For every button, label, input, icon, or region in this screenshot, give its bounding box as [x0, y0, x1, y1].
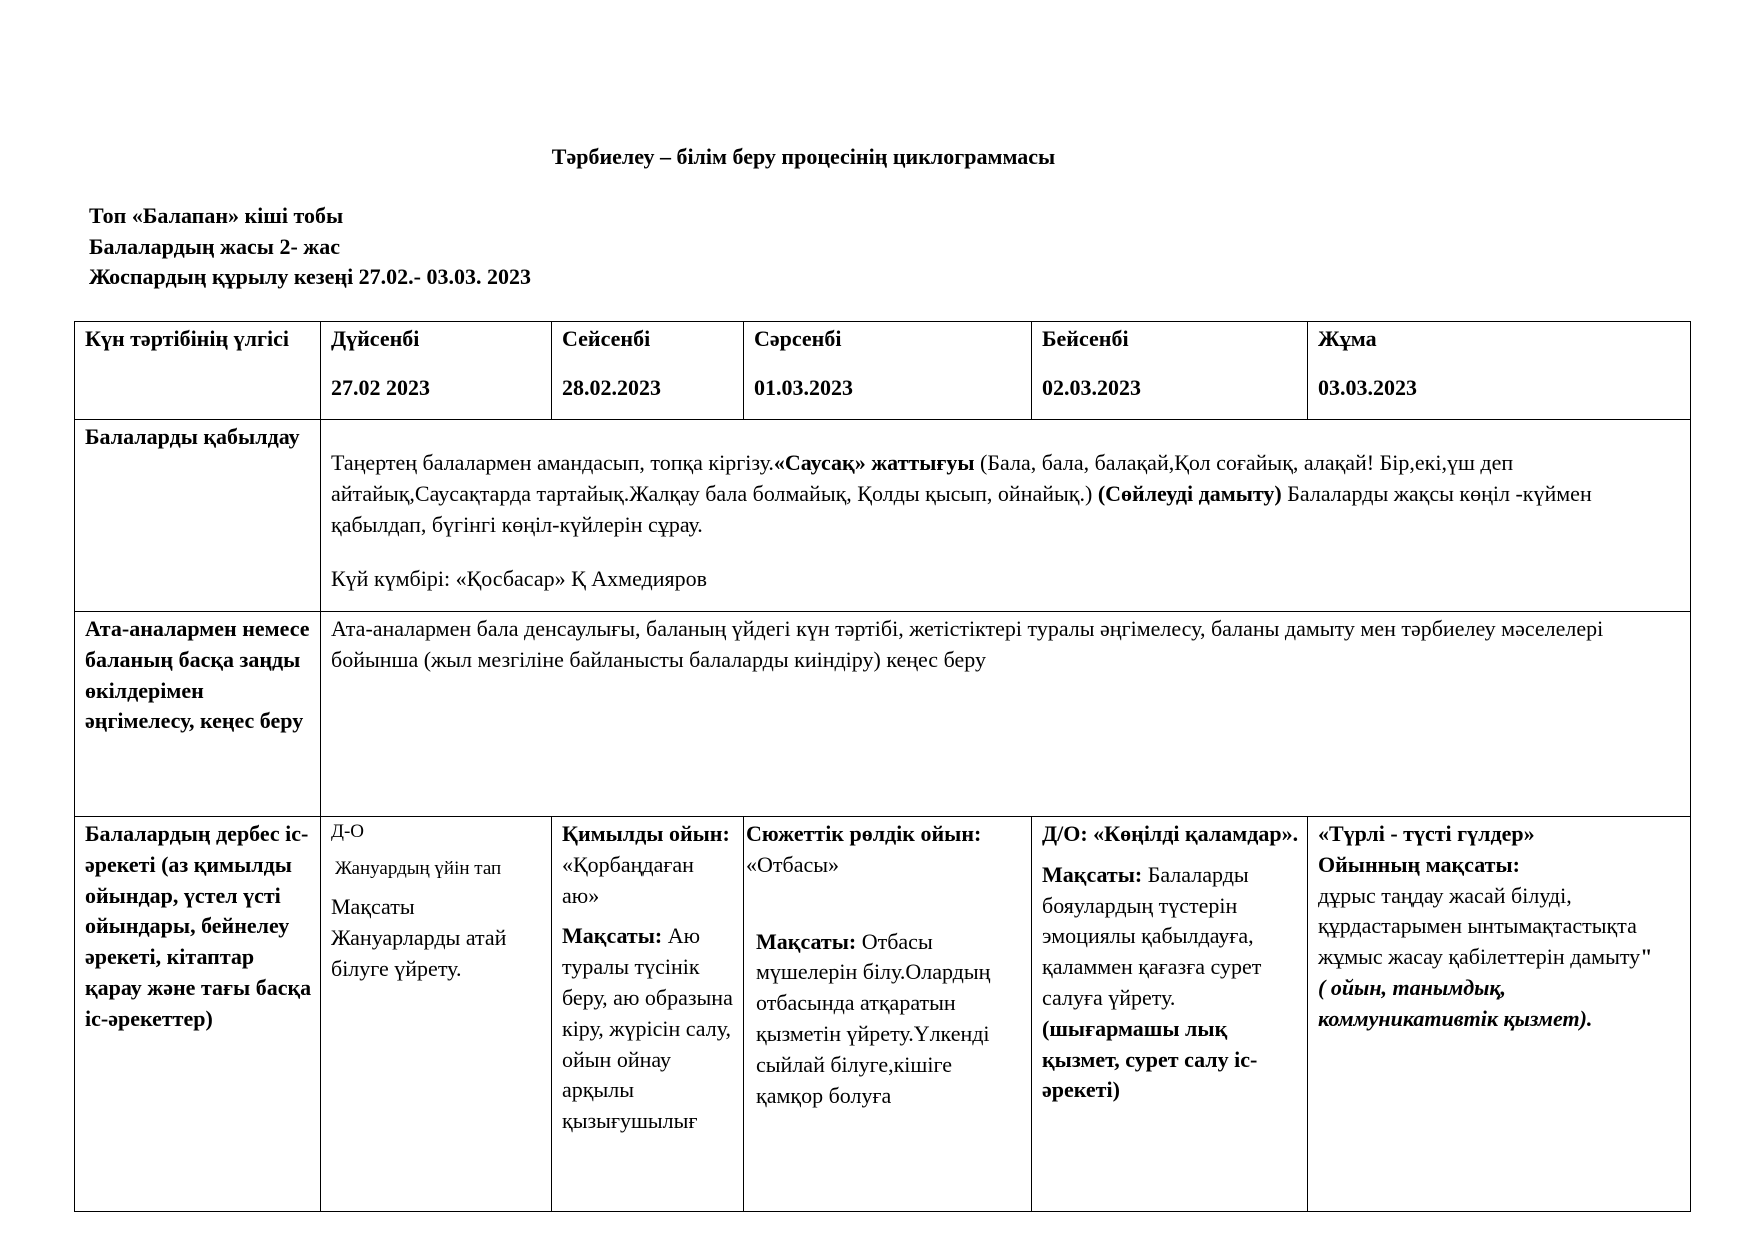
game-name: «Қорбаңдаған аю» [562, 851, 694, 908]
finger-exercise-title: «Саусақ» жаттығуы [773, 450, 975, 475]
age-line: Балалардың жасы 2- жас [89, 234, 340, 259]
game-type: Қимылды ойын: [562, 821, 730, 846]
game-goal [1042, 860, 1299, 1014]
game-goal [562, 921, 735, 1137]
activity-row [75, 817, 1691, 1212]
activity-wednesday [744, 817, 1032, 1212]
goal-text: Отбасы мүшелерін білу.Олардың отбасында атқаратын қызметін үйрету.Үлкенді сыйлай білуге,кішіге қамқор болуға [756, 928, 991, 1108]
day-date: 01.03.2023 [754, 374, 853, 400]
goal-label: Мақсаты: [562, 923, 663, 949]
day-date: 28.02.2023 [562, 374, 661, 400]
activity-note: (шығармашы лық қызмет, сурет салу іс-әрекеті) [1042, 1015, 1258, 1103]
game-goal: Мақсаты Жануарларды атай білуге үйрету. [331, 894, 507, 981]
game-type: Сюжеттік рөлдік ойын: [746, 821, 982, 846]
reception-content [321, 420, 1691, 612]
activity-friday [1308, 817, 1691, 1212]
goal-label: Мақсаты: [756, 928, 857, 954]
reception-text [331, 448, 1682, 540]
header-routine: Күн тәртібінің үлгісі [75, 322, 321, 420]
day-name: Сәрсенбі [754, 326, 842, 351]
game-name: «Түрлі - түсті гүлдер» [1318, 821, 1535, 846]
reception-text-2: (Бала, бала, балақай,Қол соғайық, алақай! Бір,екі,үш деп айтайық,Саусақтарда тартайық.Жалқау бала болмайық, Қолды қысып, ойнайық.) [331, 450, 1514, 506]
game-type: Д-О [331, 821, 365, 842]
goal-label: Мақсаты: [1042, 861, 1143, 887]
header-thursday [1032, 322, 1308, 420]
day-date: 02.03.2023 [1042, 374, 1141, 400]
reception-text-3: Балаларды жақсы көңіл -күймен қабылдап, бүгінгі көңіл-күйлерін сұрау. [331, 480, 1592, 537]
activity-note: ( ойын, танымдық, коммуникативтік қызмет). [1318, 974, 1593, 1031]
header-monday [321, 322, 552, 420]
parents-content: Ата-аналармен бала денсаулығы, баланың үйдегі күн тәртібі, жетістіктері туралы әңгімелесу, баланы дамыту мен тәрбиелеу мәселелері бойынша (жыл мезгіліне байланысты балаларды киіндіру) кеңес беру [321, 612, 1691, 817]
day-name: Жұма [1318, 326, 1377, 351]
reception-music: Күй күмбірі: «Қосбасар» Қ Ахмедияров [331, 566, 708, 592]
goal-quote: " [1640, 944, 1653, 970]
goal-text: дұрыс таңдау жасай білуді, құрдастарымен ынтымақтастықта жұмыс жасау қабілеттерін дамыту [1318, 882, 1641, 970]
header-friday [1308, 322, 1691, 420]
period-line: Жоспардың құрылу кезеңі 27.02.- 03.03. 2023 [89, 264, 532, 289]
day-name: Сейсенбі [562, 326, 651, 351]
page-title: Тәрбиелеу – білім беру процесінің циклограммасы [551, 144, 1056, 169]
activity-tuesday [552, 817, 744, 1212]
activity-monday [321, 817, 552, 1212]
reception-row [75, 420, 1691, 612]
header-row [75, 322, 1691, 420]
game-name: «Отбасы» [746, 851, 840, 877]
day-name: Бейсенбі [1042, 326, 1129, 351]
activity-thursday [1032, 817, 1308, 1212]
game-goal [746, 927, 1023, 1112]
parents-row [75, 612, 1691, 817]
game-type: Д/О: «Көңілді қаламдар». [1042, 821, 1299, 846]
speech-dev-tag: (Сөйлеуді дамыту) [1097, 480, 1282, 506]
group-line: Топ «Балапан» кіші тобы [89, 203, 344, 228]
schedule-table [74, 321, 1691, 1212]
header-wednesday [744, 322, 1032, 420]
goal-label: Ойынның мақсаты: [1318, 851, 1520, 877]
activity-label: Балалардың дербес іс-әрекеті (аз қимылды ойындар, үстел үсті ойындары, бейнелеу әрекеті, кітаптар қарау және тағы басқа іс-әрекеттер) [75, 817, 321, 1212]
header-tuesday [552, 322, 744, 420]
goal-text: Аю туралы түсінік беру, аю образына кіру, жүрісін салу, ойын ойнау арқылы қызығушылығ [562, 923, 733, 1134]
day-name: Дүйсенбі [331, 326, 420, 351]
day-date: 03.03.2023 [1318, 374, 1417, 400]
day-date: 27.02 2023 [331, 374, 430, 400]
reception-label: Балаларды қабылдау [75, 420, 321, 612]
goal-text: Балаларды бояулардың түстерін эмоциялы қабылдауға, қаламмен қағазға сурет салуға үйрету. [1042, 861, 1262, 1010]
reception-text-1: Таңертең балалармен амандасып, топқа кіргізу. [331, 450, 774, 475]
parents-label: Ата-аналармен немесе баланың басқа заңды өкілдерімен әңгімелесу, кеңес беру [75, 612, 321, 817]
game-goal [1318, 881, 1682, 973]
game-name: Жануардың үйін тап [335, 857, 502, 879]
